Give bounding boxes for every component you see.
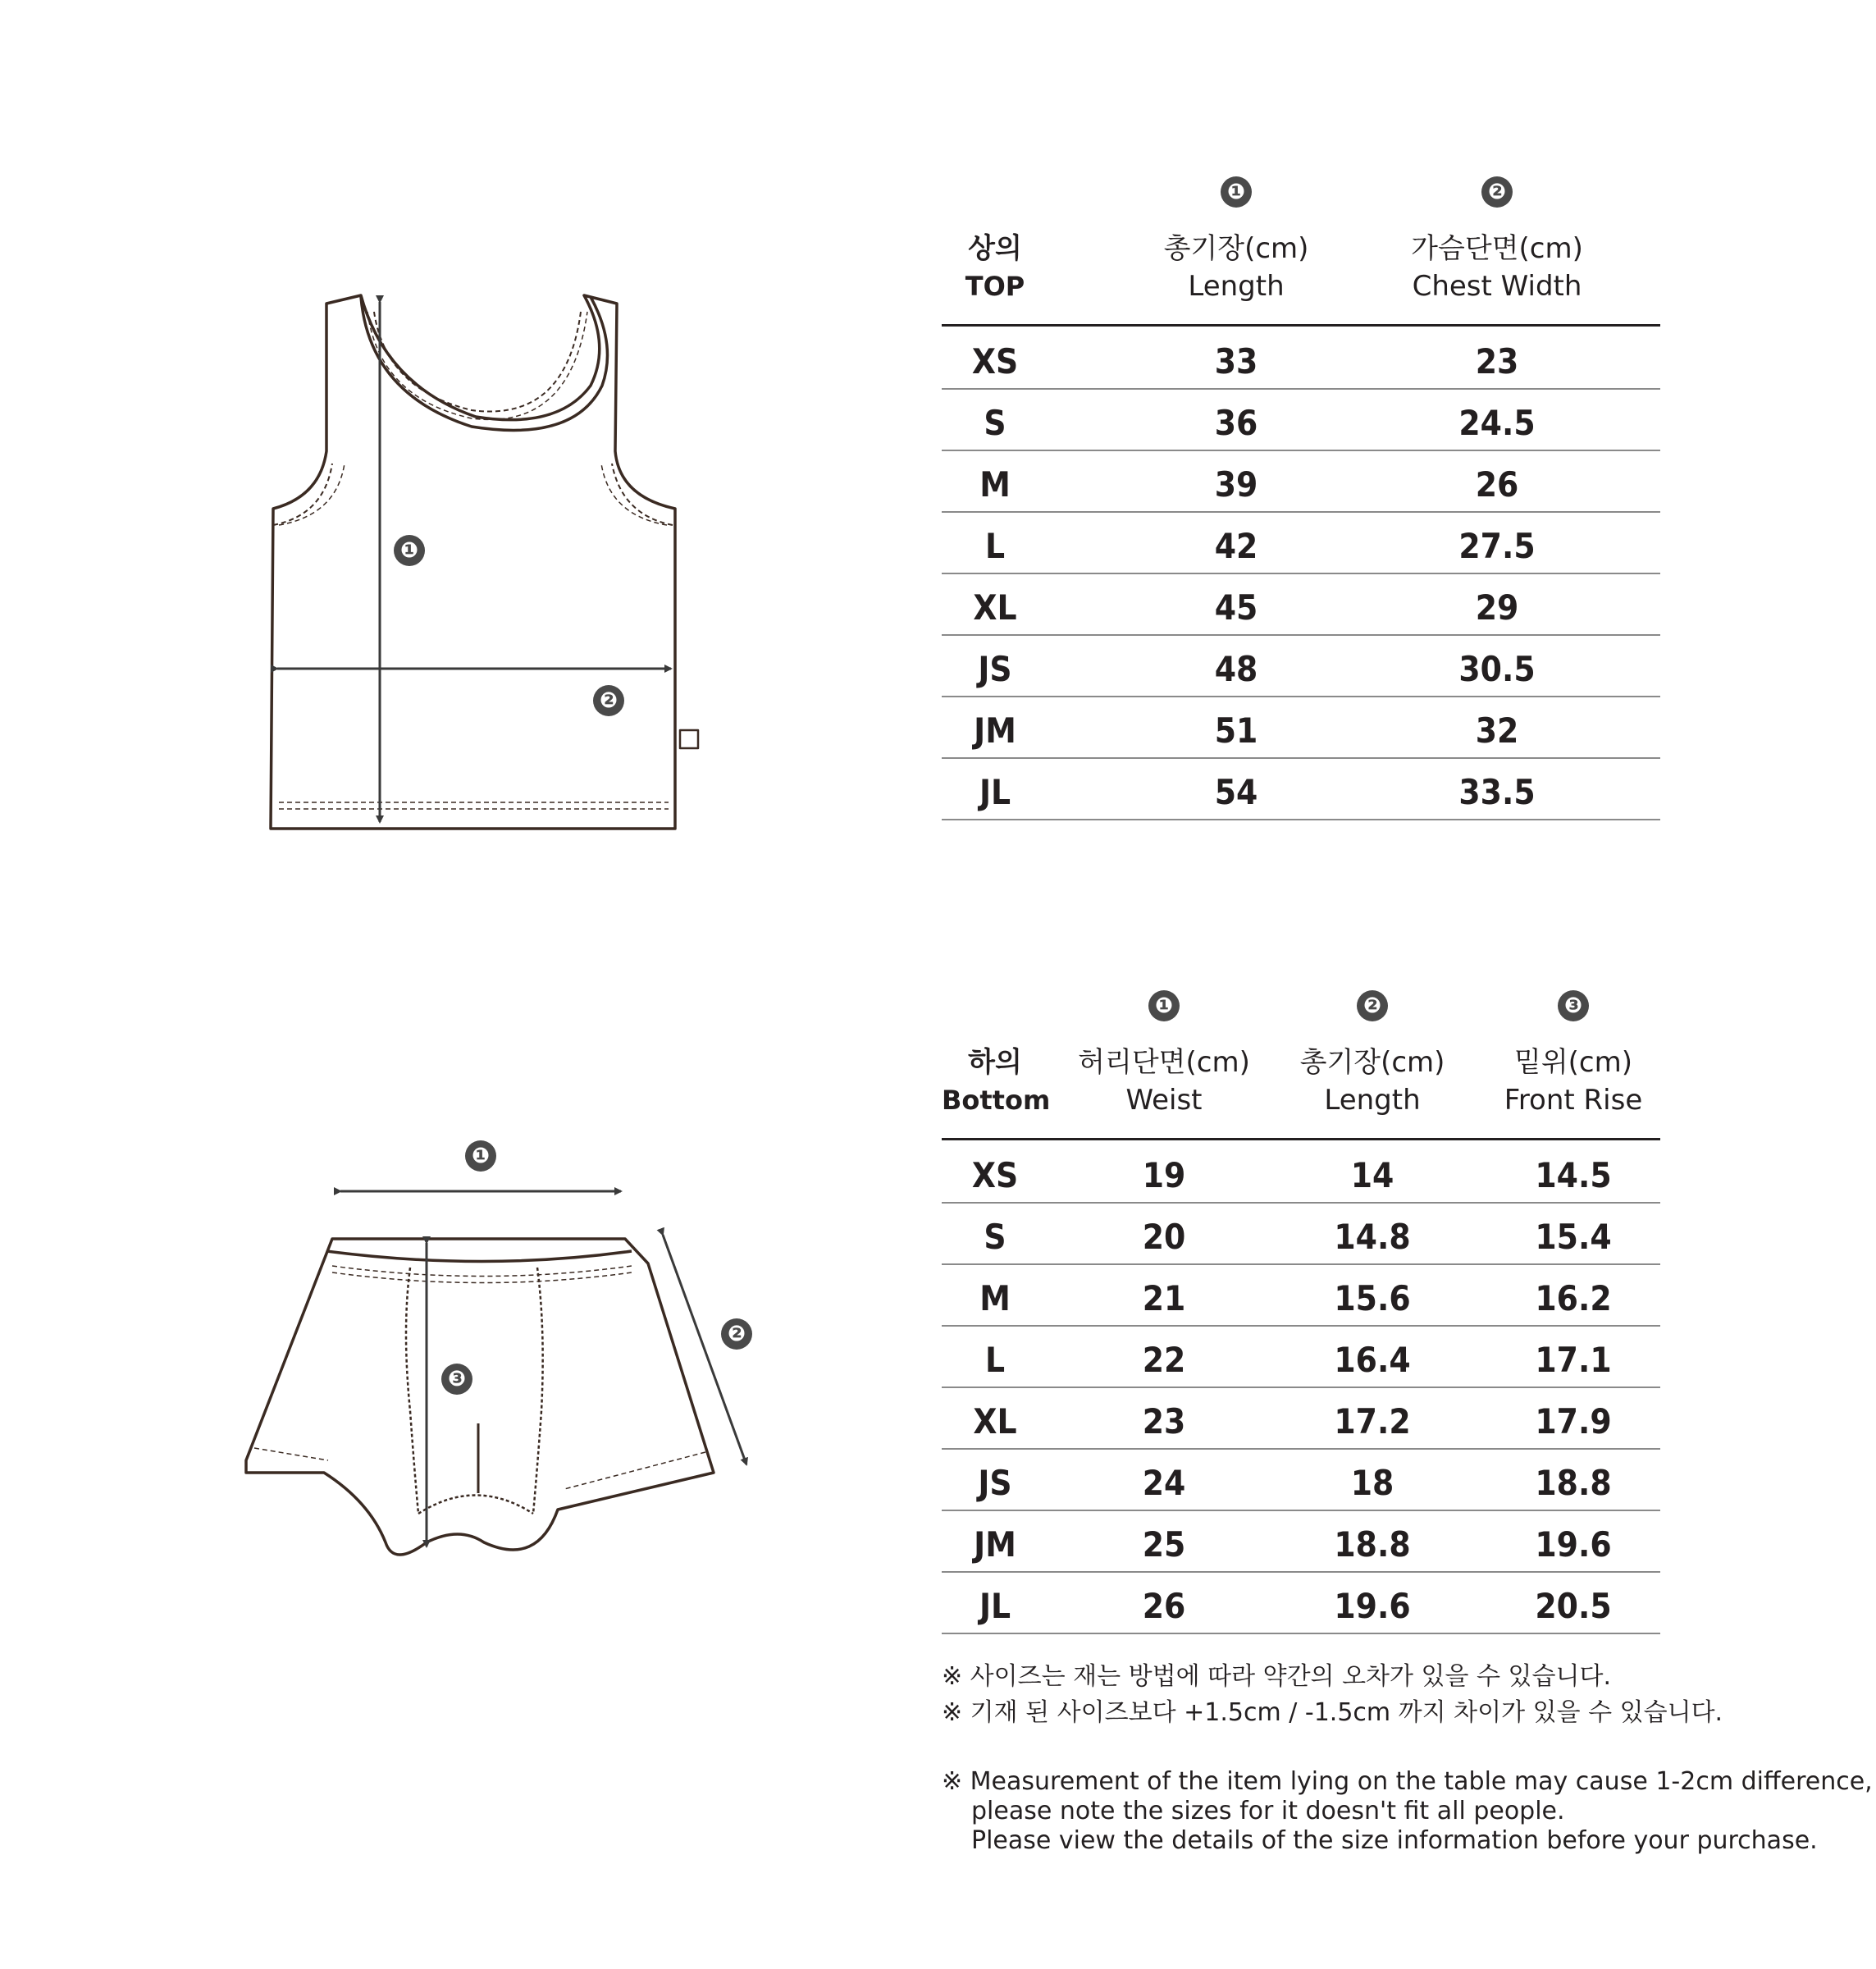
size-label: JL — [979, 1586, 1011, 1626]
bottom-col3-ko: 밑위(cm) — [1513, 1046, 1633, 1079]
length-value: 33 — [1214, 341, 1258, 381]
waist-value: 20 — [1142, 1217, 1186, 1257]
length-value: 42 — [1214, 526, 1258, 566]
size-label: L — [984, 1340, 1006, 1380]
table-row — [942, 1202, 1660, 1265]
note-ko-1: ※ 사이즈는 재는 방법에 따라 약간의 오차가 있을 수 있습니다. — [942, 1662, 1612, 1691]
table-row — [942, 1448, 1660, 1511]
top-chest-badge: ❷ — [593, 685, 624, 716]
note-en-2: please note the sizes for it doesn't fit all people. — [971, 1797, 1565, 1825]
waist-value: 23 — [1142, 1401, 1186, 1441]
chest-value: 30.5 — [1458, 649, 1536, 689]
bottom-col1-en: Weist — [1125, 1084, 1203, 1117]
bottom-col2-badge: ❷ — [1357, 990, 1388, 1021]
rise-value: 17.9 — [1535, 1401, 1612, 1441]
top-col2-en: Chest Width — [1412, 270, 1582, 303]
chest-value: 32 — [1475, 710, 1519, 751]
table-row — [942, 1140, 1660, 1204]
top-title-ko: 상의 — [968, 232, 1022, 265]
tank-top-drawing — [271, 295, 698, 829]
length-value: 19.6 — [1334, 1586, 1411, 1626]
bottom-waist-badge: ❶ — [465, 1140, 496, 1172]
top-length-badge: ❶ — [394, 535, 425, 566]
chest-value: 26 — [1475, 464, 1519, 505]
top-col2-badge: ❷ — [1481, 176, 1513, 208]
size-label: L — [984, 526, 1006, 566]
table-row — [942, 1510, 1660, 1573]
table-row — [942, 388, 1660, 451]
size-label: S — [984, 403, 1006, 443]
chest-value: 24.5 — [1458, 403, 1536, 443]
waist-value: 21 — [1142, 1278, 1186, 1318]
note-en-1: ※ Measurement of the item lying on the table may cause 1-2cm difference, — [942, 1767, 1873, 1796]
rise-value: 17.1 — [1535, 1340, 1612, 1380]
table-row — [942, 1387, 1660, 1450]
rise-value: 19.6 — [1535, 1524, 1612, 1565]
bottom-length-badge: ❷ — [721, 1318, 752, 1350]
size-label: JS — [978, 649, 1012, 689]
table-row — [942, 1325, 1660, 1388]
size-label: XL — [973, 1401, 1017, 1441]
waist-value: 19 — [1142, 1155, 1186, 1195]
length-value: 14.8 — [1334, 1217, 1411, 1257]
top-title-en: TOP — [965, 271, 1025, 302]
length-value: 45 — [1214, 587, 1258, 628]
size-label: XS — [971, 341, 1019, 381]
length-value: 15.6 — [1334, 1278, 1411, 1318]
boxer-measure-arrows — [340, 1191, 746, 1546]
size-label: JM — [974, 1524, 1016, 1565]
top-col2-ko: 가슴단면(cm) — [1411, 232, 1583, 265]
chest-value: 29 — [1475, 587, 1519, 628]
table-row — [942, 1571, 1660, 1634]
waist-value: 26 — [1142, 1586, 1186, 1626]
bottom-title-en: Bottom — [942, 1085, 1051, 1116]
table-row — [942, 573, 1660, 636]
rise-value: 18.8 — [1535, 1463, 1612, 1503]
length-value: 48 — [1214, 649, 1258, 689]
length-value: 16.4 — [1334, 1340, 1411, 1380]
table-row — [942, 327, 1660, 390]
length-value: 51 — [1214, 710, 1258, 751]
bottom-rise-badge: ❸ — [441, 1364, 472, 1395]
bottom-col2-ko: 총기장(cm) — [1299, 1046, 1445, 1079]
top-col1-badge: ❶ — [1221, 176, 1252, 208]
top-col1-en: Length — [1188, 270, 1285, 303]
size-label: JL — [979, 772, 1011, 812]
rise-value: 16.2 — [1535, 1278, 1612, 1318]
length-value: 36 — [1214, 403, 1258, 443]
bottom-col1-badge: ❶ — [1148, 990, 1180, 1021]
bottom-col3-en: Front Rise — [1504, 1084, 1643, 1117]
size-label: XL — [973, 587, 1017, 628]
size-label: JM — [974, 710, 1016, 751]
chest-value: 23 — [1475, 341, 1519, 381]
table-row — [942, 1263, 1660, 1327]
size-label: M — [979, 464, 1011, 505]
tank-top-measure-arrows — [277, 302, 671, 822]
note-en-3: Please view the details of the size information before your purchase. — [971, 1826, 1818, 1855]
table-row — [942, 634, 1660, 697]
waist-value: 25 — [1142, 1524, 1186, 1565]
table-row — [942, 696, 1660, 759]
length-value: 17.2 — [1334, 1401, 1411, 1441]
size-label: S — [984, 1217, 1006, 1257]
chest-value: 27.5 — [1458, 526, 1536, 566]
rise-value: 14.5 — [1535, 1155, 1612, 1195]
bottom-col2-en: Length — [1324, 1084, 1421, 1117]
bottom-col1-ko: 허리단면(cm) — [1078, 1046, 1250, 1079]
length-value: 54 — [1214, 772, 1258, 812]
length-value: 39 — [1214, 464, 1258, 505]
length-value: 18 — [1350, 1463, 1394, 1503]
length-value: 14 — [1350, 1155, 1394, 1195]
boxer-drawing — [246, 1239, 714, 1555]
size-label: JS — [978, 1463, 1012, 1503]
table-row — [942, 450, 1660, 513]
size-label: XS — [971, 1155, 1019, 1195]
chest-value: 33.5 — [1458, 772, 1536, 812]
bottom-title-ko: 하의 — [968, 1046, 1022, 1079]
top-col1-ko: 총기장(cm) — [1163, 232, 1309, 265]
bottom-col3-badge: ❸ — [1558, 990, 1589, 1021]
rise-value: 20.5 — [1535, 1586, 1612, 1626]
note-ko-2: ※ 기재 된 사이즈보다 +1.5cm / -1.5cm 까지 차이가 있을 수 있습니다. — [942, 1698, 1723, 1727]
table-row — [942, 757, 1660, 820]
size-label: M — [979, 1278, 1011, 1318]
waist-value: 22 — [1142, 1340, 1186, 1380]
waist-value: 24 — [1142, 1463, 1186, 1503]
rise-value: 15.4 — [1535, 1217, 1612, 1257]
length-value: 18.8 — [1334, 1524, 1411, 1565]
table-row — [942, 511, 1660, 574]
